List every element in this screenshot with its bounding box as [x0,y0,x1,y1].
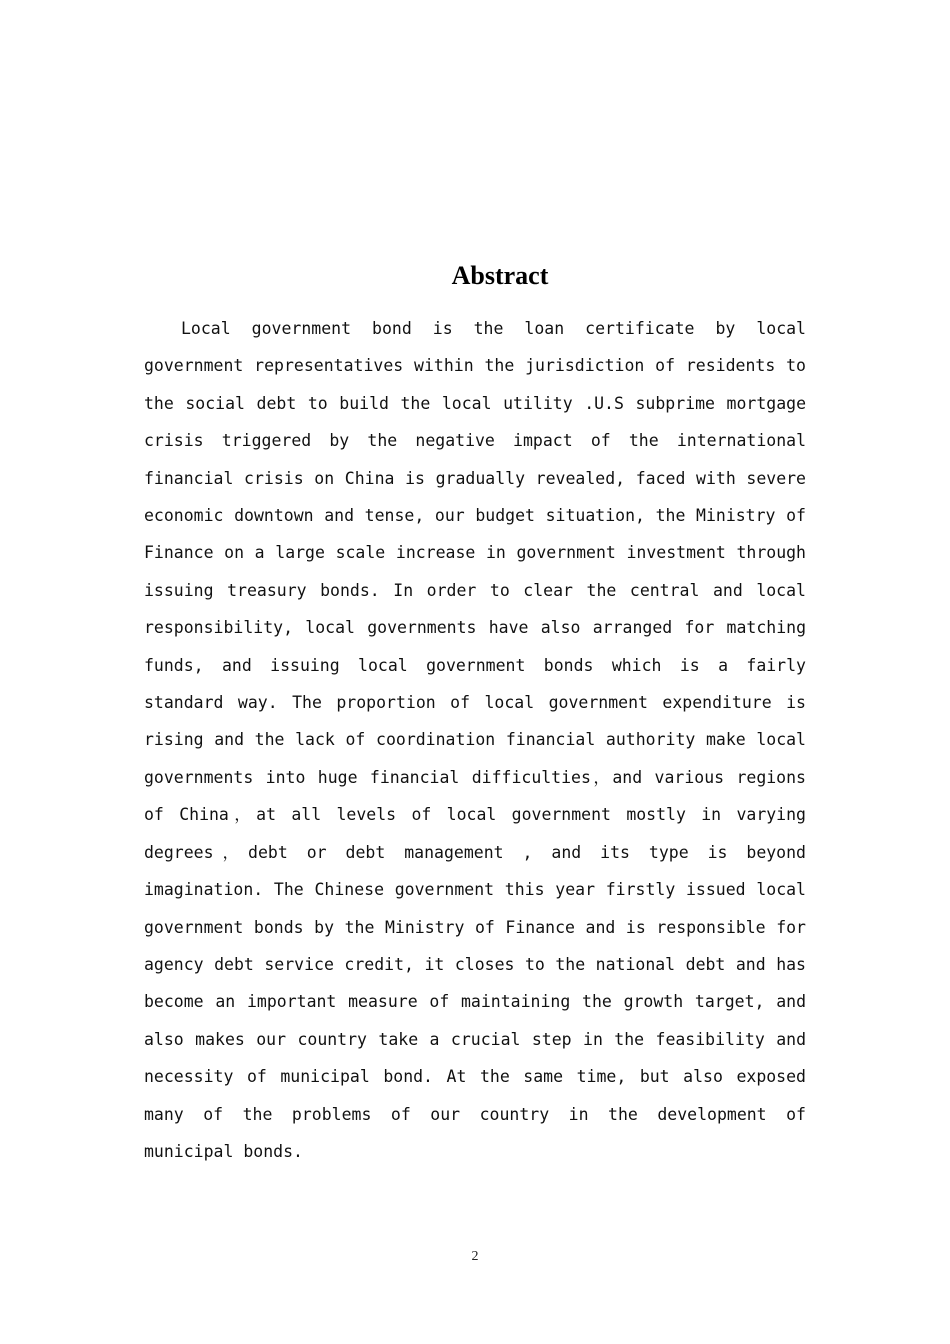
page-number: 2 [471,1249,479,1264]
page-title: Abstract [451,261,549,290]
abstract-paragraph: Local government bond is the loan certificate by local government representatives within the jurisdiction of residents to the social debt to build the local utility .U.S subprime mortgage crisis triggered by the negative impact of the international financial crisis on China is gradually revealed, faced with severe economic downtown and tense, our budget situation, the Ministry of Finance on a large scale increase in government investment through issuing treasury bonds. In order to clear the central and local responsibility, local governments have also arranged for matching funds, and issuing local government bonds which is a fairly standard way. The proportion of local government expenditure is rising and the lack of coordination financial authority make local governments into huge financial difficulties，and various regions of China，at all levels of local government mostly in varying degrees，debt or debt management , and its type is beyond imagination. The Chinese government this year firstly issued local government bonds by the Ministry of Finance and is responsible for agency debt service credit, it closes to the national debt and has become an important measure of maintaining the growth target, and also makes our country take a crucial step in the feasibility and necessity of municipal bond. At the same time, but also exposed many of the problems of our country in the development of municipal bonds. [144,319,806,1161]
